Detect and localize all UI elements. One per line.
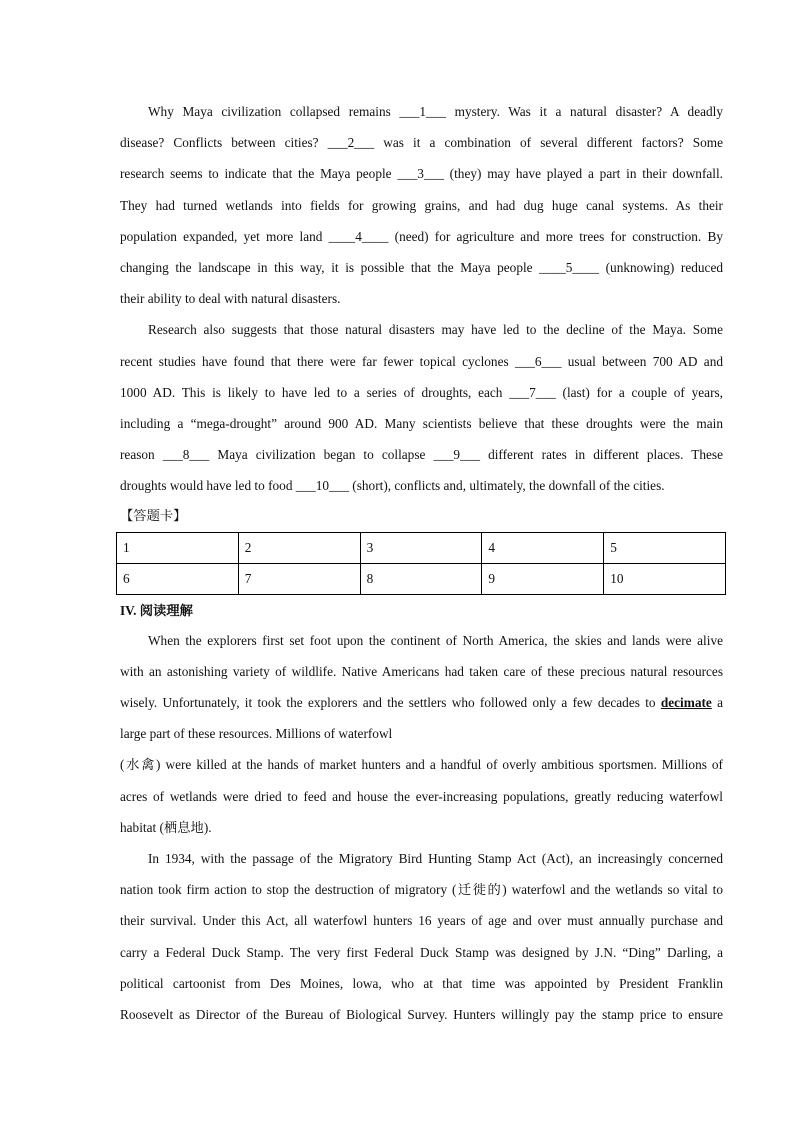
cloze-paragraph-2 — [120, 314, 723, 501]
section-number: IV. — [120, 602, 137, 618]
text-line: 1000 AD. This is likely to have led to a series of droughts, each ___7___ (last) for a couple of years, — [120, 384, 723, 400]
cloze-paragraph-1 — [120, 96, 723, 314]
text-line: acres of wetlands were dried to feed and house the ever-increasing populations, greatly reducing waterfowl — [120, 788, 723, 804]
keyword-decimate: decimate — [660, 695, 712, 711]
section-title: 阅读理解 — [139, 602, 193, 618]
text-line: large part of these resources. Millions of waterfowl — [120, 726, 393, 742]
answer-card-title: 【答题卡】 — [120, 507, 187, 523]
answer-cell-5[interactable]: 5 — [604, 532, 726, 563]
answer-cell-8[interactable]: 8 — [360, 563, 482, 594]
text-line: When the explorers first set foot upon the continent of North America, the skies and lands were alive — [148, 632, 723, 648]
answer-card-table — [116, 532, 726, 595]
text-line: with an astonishing variety of wildlife. Native Americans had taken care of these precious natural resources — [120, 663, 723, 679]
text-line: political cartoonist from Des Moines, lowa, who at that time was appointed by President Franklin — [120, 975, 723, 991]
text-segment: wisely. Unfortunately, it took the explorers and the settlers who followed only a few decades to — [120, 695, 656, 711]
reading-paragraph-1 — [120, 625, 723, 750]
text-line: their ability to deal with natural disasters. — [120, 291, 341, 307]
text-line: Roosevelt as Director of the Bureau of Biological Survey. Hunters willingly pay the stamp price to ensure — [120, 1007, 723, 1023]
text-line: research seems to indicate that the Maya people ___3___ (they) may have played a part in their downfall. — [120, 166, 723, 182]
text-line: nation took firm action to stop the destruction of migratory (迁徙的) waterfowl and the wetlands so vital to — [120, 882, 723, 898]
text-line: Why Maya civilization collapsed remains ___1___ mystery. Was it a natural disaster? A deadly — [148, 104, 723, 119]
reading-paragraph-2 — [120, 749, 723, 843]
document-page — [120, 96, 723, 1030]
text-line: droughts would have led to food ___10___ (short), conflicts and, ultimately, the downfall of the cities. — [120, 478, 665, 494]
text-segment: a — [717, 695, 723, 711]
text-line: (水禽) were killed at the hands of market hunters and a handful of overly ambitious sportsmen. Millions of — [120, 757, 723, 773]
answer-cell-2[interactable]: 2 — [238, 532, 360, 563]
text-line: carry a Federal Duck Stamp. The very first Federal Duck Stamp was designed by J.N. “Ding” Darling, a — [120, 944, 723, 960]
text-line: reason ___8___ Maya civilization began to collapse ___9___ different rates in different places. These — [120, 447, 723, 463]
answer-cell-7[interactable]: 7 — [238, 563, 360, 594]
section-heading — [120, 597, 723, 625]
answer-cell-1[interactable]: 1 — [117, 532, 239, 563]
text-line: In 1934, with the passage of the Migratory Bird Hunting Stamp Act (Act), an increasingly concerned — [148, 851, 723, 867]
text-line: disease? Conflicts between cities? ___2___ was it a combination of several different factors? Some — [120, 135, 723, 151]
text-line — [120, 687, 723, 718]
reading-paragraph-3 — [120, 843, 723, 1030]
answer-card-row — [117, 563, 726, 594]
answer-cell-10[interactable]: 10 — [604, 563, 726, 594]
text-line: population expanded, yet more land ____4____ (need) for agriculture and more trees for construction. By — [120, 228, 723, 244]
text-line: Research also suggests that those natural disasters may have led to the decline of the Maya. Some — [148, 322, 723, 338]
answer-cell-9[interactable]: 9 — [482, 563, 604, 594]
answer-cell-4[interactable]: 4 — [482, 532, 604, 563]
text-line: including a “mega-drought” around 900 AD. Many scientists believe that these droughts were the main — [120, 416, 723, 432]
text-line: They had turned wetlands into fields for growing grains, and had dug huge canal systems. As their — [120, 197, 723, 213]
text-line: their survival. Under this Act, all waterfowl hunters 16 years of age and over must annually purchase and — [120, 913, 723, 929]
text-line: recent studies have found that there were far fewer topical cyclones ___6___ usual between 700 AD and — [120, 353, 723, 369]
text-line: changing the landscape in this way, it is possible that the Maya people ____5____ (unknowing) reduced — [120, 260, 723, 276]
answer-cell-6[interactable]: 6 — [117, 563, 239, 594]
answer-cell-3[interactable]: 3 — [360, 532, 482, 563]
answer-card-row — [117, 532, 726, 563]
text-line: habitat (栖息地). — [120, 819, 212, 835]
